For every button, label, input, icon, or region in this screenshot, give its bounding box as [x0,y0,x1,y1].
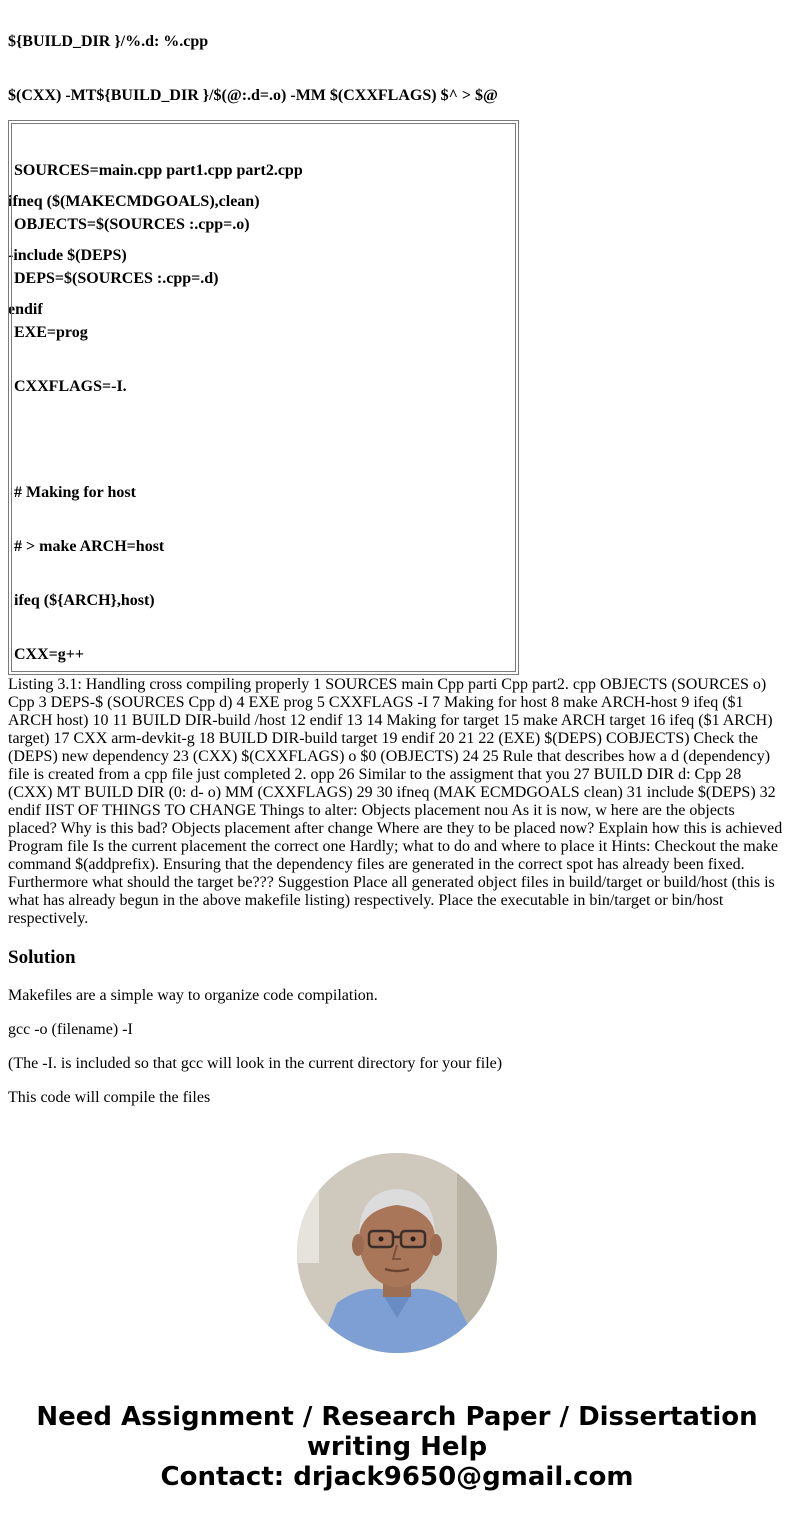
code-line: SOURCES=main.cpp part1.cpp part2.cpp [14,162,303,179]
author-portrait-image [297,1153,497,1353]
solution-paragraph: (The -I. is included so that gcc will look in the current directory for your file) [8,1055,503,1072]
solution-paragraph: gcc -o (filename) -I [8,1021,133,1038]
solution-paragraph: Makefiles are a simple way to organize code compilation. [8,987,378,1004]
code-line: CXXFLAGS=-I. [14,378,127,395]
code-line: -include $(DEPS) [8,247,127,264]
code-line: DEPS=$(SOURCES :.cpp=.d) [14,270,219,287]
code-line: $(CXX) -MT${BUILD_DIR }/$(@:.d=.o) -MM $(CXXFLAGS) $^ > $@ [8,87,498,104]
listing-description: Listing 3.1: Handling cross compiling properly 1 SOURCES main Cpp parti Cpp part2. cpp OBJECTS (SOURCES o) Cpp 3 DEPS-$ (SOURCES Cpp d) 4 EXE prog 5 CXXFLAGS -I 7 Making for host 8 make ARCH-host 9 ifeq ($1 ARCH host) 10 11 BUILD DIR-build /host 12 endif 13 14 Making for target 15 make ARCH target 16 ifeq ($1 ARCH) target) 17 CXX arm-devkit-g 18 BUILD DIR-build target 19 endif 20 21 22 (EXE) $(DEPS) COBJECTS) Check the (DEPS) new dependency 23 (CXX) $(CXXFLAGS) o $0 (OBJECTS) 24 25 Rule that describes how a d (dependency) file is created from a cpp file just completed 2. opp 26 Similar to the assigment that you 27 BUILD DIR d: Cpp 28 (CXX) MT BUILD DIR (0: d- o) MM (CXXFLAGS) 29 30 ifneq (MAK ECMDGOALS clean) 31 include $(DEPS) 32 endif IIST OF THINGS TO CHANGE Things to alter: Objects placement nou As it is now, w here are the objects placed? Why is this bad? Objects placement after change Where are they to be placed now? Explain how this is achieved Program file Is the current placement the correct one Hardly; what to do and where to place it Hints: Checkout the make command $(addprefix). Ensuring that the dependency files are generated in the correct spot has already been fixed. Furthermore what should the target be??? Suggestion Place all generated object files in build/target or build/host (this is what has already begun in the above makefile listing) respectively. Place the executable in bin/target or bin/host respectively. [8,676,783,927]
code-line: ifneq ($(MAKECMDGOALS),clean) [8,193,260,210]
code-line: # > make ARCH=host [14,538,165,555]
makefile-code-table [8,120,519,675]
code-line: OBJECTS=$(SOURCES :.cpp=.o) [14,216,250,233]
assignment-help-banner [0,1402,794,1492]
contact-email: Contact: drjack9650@gmail.com [160,1462,634,1492]
banner-line: writing Help [306,1432,488,1462]
code-line: ifeq (${ARCH},host) [14,592,155,609]
author-avatar [297,1153,497,1353]
code-line: CXX=g++ [14,646,85,663]
banner-line: Need Assignment / Research Paper / Dissertation [36,1402,758,1432]
code-line: # Making for host [14,484,136,501]
code-line: EXE=prog [14,324,88,341]
solution-heading: Solution [8,947,76,968]
code-line [14,432,515,448]
solution-paragraph: This code will compile the files [8,1089,211,1106]
code-line: ${BUILD_DIR }/%.d: %.cpp [8,33,209,50]
makefile-code-cell [11,123,516,672]
code-line: endif [8,301,43,318]
